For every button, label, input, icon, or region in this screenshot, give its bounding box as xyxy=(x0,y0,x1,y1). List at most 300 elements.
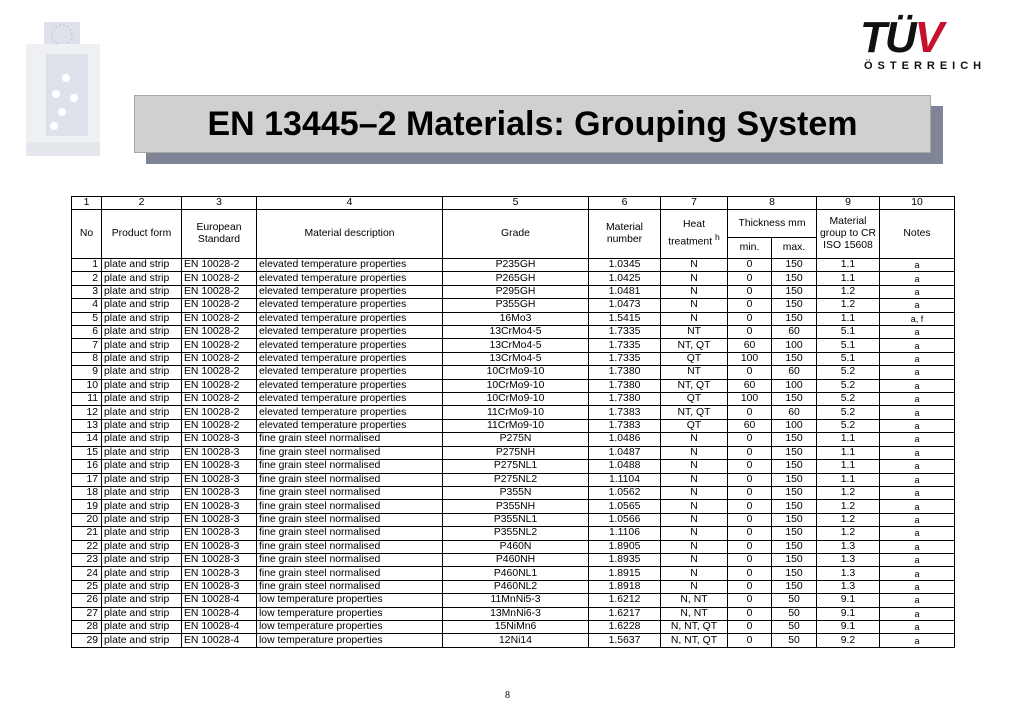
table-row xyxy=(72,513,955,526)
cell-thickness-min: 0 xyxy=(728,326,772,339)
cell-product-form: plate and strip xyxy=(102,607,182,620)
eu-emblem-icon xyxy=(26,18,100,156)
table-row xyxy=(72,607,955,620)
cell-material-number: 1.7335 xyxy=(589,339,661,352)
cell-thickness-max: 150 xyxy=(772,460,817,473)
cell-no: 23 xyxy=(72,553,102,566)
cell-product-form: plate and strip xyxy=(102,326,182,339)
cell-thickness-max: 150 xyxy=(772,486,817,499)
cell-no: 7 xyxy=(72,339,102,352)
cell-notes: a xyxy=(880,527,955,540)
logo-letter-v: V xyxy=(914,13,943,62)
cell-heat-treatment: N xyxy=(661,473,728,486)
cell-no: 20 xyxy=(72,513,102,526)
column-number: 9 xyxy=(817,197,880,210)
cell-material-number: 1.8915 xyxy=(589,567,661,580)
cell-grade: 10CrMo9-10 xyxy=(443,393,589,406)
cell-material-group: 1.3 xyxy=(817,580,880,593)
cell-material-number: 1.6212 xyxy=(589,594,661,607)
cell-no: 26 xyxy=(72,594,102,607)
cell-thickness-max: 150 xyxy=(772,272,817,285)
cell-product-form: plate and strip xyxy=(102,433,182,446)
cell-no: 2 xyxy=(72,272,102,285)
cell-notes: a xyxy=(880,419,955,432)
cell-material-group: 9.1 xyxy=(817,594,880,607)
cell-no: 9 xyxy=(72,366,102,379)
cell-thickness-min: 0 xyxy=(728,433,772,446)
cell-grade: P275NH xyxy=(443,446,589,459)
cell-heat-treatment: N xyxy=(661,500,728,513)
cell-heat-treatment: NT xyxy=(661,326,728,339)
cell-notes: a xyxy=(880,460,955,473)
cell-no: 6 xyxy=(72,326,102,339)
cell-no: 24 xyxy=(72,567,102,580)
cell-grade: P235GH xyxy=(443,259,589,272)
cell-material-number: 1.0473 xyxy=(589,299,661,312)
logo-subtitle: ÖSTERREICH xyxy=(864,60,987,72)
cell-european-standard: EN 10028-3 xyxy=(182,433,257,446)
cell-material-number: 1.5415 xyxy=(589,312,661,325)
cell-grade: 10CrMo9-10 xyxy=(443,379,589,392)
cell-product-form: plate and strip xyxy=(102,486,182,499)
cell-grade: P265GH xyxy=(443,272,589,285)
cell-material-number: 1.6217 xyxy=(589,607,661,620)
header-material-group: Material group to CR ISO 15608 xyxy=(817,210,880,259)
cell-thickness-min: 100 xyxy=(728,393,772,406)
grouping-table xyxy=(71,196,955,648)
cell-notes: a xyxy=(880,473,955,486)
cell-no: 18 xyxy=(72,486,102,499)
page-title: EN 13445–2 Materials: Grouping System xyxy=(207,104,858,143)
cell-no: 5 xyxy=(72,312,102,325)
cell-notes: a xyxy=(880,433,955,446)
cell-product-form: plate and strip xyxy=(102,299,182,312)
cell-thickness-max: 50 xyxy=(772,634,817,648)
cell-notes: a, f xyxy=(880,312,955,325)
cell-grade: 15NiMn6 xyxy=(443,620,589,633)
cell-thickness-max: 150 xyxy=(772,500,817,513)
table-row xyxy=(72,393,955,406)
table-row xyxy=(72,272,955,285)
cell-thickness-min: 0 xyxy=(728,527,772,540)
cell-material-number: 1.7335 xyxy=(589,326,661,339)
cell-material-group: 5.2 xyxy=(817,366,880,379)
cell-notes: a xyxy=(880,513,955,526)
cell-grade: P295GH xyxy=(443,285,589,298)
column-number: 3 xyxy=(182,197,257,210)
cell-material-number: 1.7380 xyxy=(589,366,661,379)
cell-material-description: fine grain steel normalised xyxy=(257,580,443,593)
tuv-logo xyxy=(856,13,987,76)
cell-grade: P460NH xyxy=(443,553,589,566)
cell-european-standard: EN 10028-2 xyxy=(182,366,257,379)
cell-notes: a xyxy=(880,634,955,648)
cell-heat-treatment: N xyxy=(661,312,728,325)
table-row xyxy=(72,299,955,312)
cell-no: 17 xyxy=(72,473,102,486)
cell-european-standard: EN 10028-3 xyxy=(182,580,257,593)
cell-grade: P460N xyxy=(443,540,589,553)
cell-european-standard: EN 10028-2 xyxy=(182,285,257,298)
cell-european-standard: EN 10028-3 xyxy=(182,460,257,473)
cell-no: 1 xyxy=(72,259,102,272)
cell-thickness-min: 60 xyxy=(728,419,772,432)
cell-grade: 12Ni14 xyxy=(443,634,589,648)
cell-material-description: low temperature properties xyxy=(257,634,443,648)
column-number: 1 xyxy=(72,197,102,210)
header-heat-treatment xyxy=(661,210,728,259)
table-row xyxy=(72,473,955,486)
cell-material-number: 1.0565 xyxy=(589,500,661,513)
cell-notes: a xyxy=(880,580,955,593)
cell-grade: 13CrMo4-5 xyxy=(443,339,589,352)
cell-product-form: plate and strip xyxy=(102,540,182,553)
cell-product-form: plate and strip xyxy=(102,594,182,607)
cell-material-number: 1.8918 xyxy=(589,580,661,593)
table-row xyxy=(72,486,955,499)
cell-thickness-min: 0 xyxy=(728,299,772,312)
header-european-standard: European Standard xyxy=(182,210,257,259)
cell-heat-treatment: N xyxy=(661,272,728,285)
cell-european-standard: EN 10028-3 xyxy=(182,527,257,540)
cell-no: 25 xyxy=(72,580,102,593)
cell-thickness-max: 150 xyxy=(772,513,817,526)
cell-grade: 10CrMo9-10 xyxy=(443,366,589,379)
cell-notes: a xyxy=(880,352,955,365)
cell-grade: P355GH xyxy=(443,299,589,312)
cell-thickness-max: 100 xyxy=(772,339,817,352)
cell-no: 14 xyxy=(72,433,102,446)
cell-thickness-min: 0 xyxy=(728,513,772,526)
title-banner xyxy=(134,95,931,153)
cell-material-number: 1.0345 xyxy=(589,259,661,272)
cell-thickness-max: 150 xyxy=(772,553,817,566)
cell-material-group: 9.1 xyxy=(817,620,880,633)
header-heat-treatment-label: Heat treatment xyxy=(668,219,713,248)
cell-european-standard: EN 10028-2 xyxy=(182,406,257,419)
cell-notes: a xyxy=(880,366,955,379)
column-number: 2 xyxy=(102,197,182,210)
cell-heat-treatment: NT, QT xyxy=(661,406,728,419)
cell-european-standard: EN 10028-2 xyxy=(182,299,257,312)
table-row xyxy=(72,460,955,473)
cell-material-group: 1.2 xyxy=(817,513,880,526)
cell-european-standard: EN 10028-2 xyxy=(182,419,257,432)
cell-grade: P275NL1 xyxy=(443,460,589,473)
table-row xyxy=(72,259,955,272)
cell-material-group: 5.2 xyxy=(817,406,880,419)
cell-product-form: plate and strip xyxy=(102,446,182,459)
header-material-number: Material number xyxy=(589,210,661,259)
cell-product-form: plate and strip xyxy=(102,634,182,648)
column-number: 10 xyxy=(880,197,955,210)
cell-thickness-max: 50 xyxy=(772,607,817,620)
cell-material-number: 1.7380 xyxy=(589,379,661,392)
cell-notes: a xyxy=(880,540,955,553)
cell-thickness-max: 150 xyxy=(772,580,817,593)
table-row xyxy=(72,580,955,593)
cell-notes: a xyxy=(880,379,955,392)
table-row xyxy=(72,634,955,648)
cell-european-standard: EN 10028-3 xyxy=(182,553,257,566)
cell-notes: a xyxy=(880,326,955,339)
cell-thickness-min: 0 xyxy=(728,500,772,513)
cell-heat-treatment: NT, QT xyxy=(661,339,728,352)
cell-thickness-min: 0 xyxy=(728,446,772,459)
cell-material-group: 1.2 xyxy=(817,486,880,499)
cell-notes: a xyxy=(880,446,955,459)
cell-material-number: 1.0488 xyxy=(589,460,661,473)
cell-thickness-max: 150 xyxy=(772,433,817,446)
column-number: 7 xyxy=(661,197,728,210)
cell-no: 11 xyxy=(72,393,102,406)
cell-material-number: 1.0566 xyxy=(589,513,661,526)
column-number: 8 xyxy=(728,197,817,210)
cell-material-number: 1.7383 xyxy=(589,406,661,419)
cell-material-description: elevated temperature properties xyxy=(257,352,443,365)
cell-notes: a xyxy=(880,299,955,312)
cell-heat-treatment: QT xyxy=(661,352,728,365)
cell-european-standard: EN 10028-4 xyxy=(182,607,257,620)
cell-material-description: elevated temperature properties xyxy=(257,272,443,285)
cell-notes: a xyxy=(880,500,955,513)
cell-material-group: 1.1 xyxy=(817,259,880,272)
cell-european-standard: EN 10028-3 xyxy=(182,473,257,486)
cell-grade: P355N xyxy=(443,486,589,499)
cell-notes: a xyxy=(880,486,955,499)
cell-heat-treatment: NT xyxy=(661,366,728,379)
cell-material-description: elevated temperature properties xyxy=(257,419,443,432)
cell-grade: 13CrMo4-5 xyxy=(443,326,589,339)
cell-material-group: 5.1 xyxy=(817,339,880,352)
tuv-logo-mark xyxy=(860,14,942,62)
cell-material-group: 5.1 xyxy=(817,352,880,365)
cell-thickness-min: 0 xyxy=(728,312,772,325)
cell-material-description: elevated temperature properties xyxy=(257,366,443,379)
cell-material-number: 1.0425 xyxy=(589,272,661,285)
cell-notes: a xyxy=(880,406,955,419)
cell-material-number: 1.8935 xyxy=(589,553,661,566)
cell-material-group: 1.1 xyxy=(817,446,880,459)
table-row xyxy=(72,339,955,352)
cell-product-form: plate and strip xyxy=(102,366,182,379)
cell-thickness-min: 0 xyxy=(728,259,772,272)
cell-thickness-max: 150 xyxy=(772,540,817,553)
cell-heat-treatment: NT, QT xyxy=(661,379,728,392)
cell-european-standard: EN 10028-2 xyxy=(182,312,257,325)
column-number-row xyxy=(72,197,955,210)
cell-no: 8 xyxy=(72,352,102,365)
cell-notes: a xyxy=(880,393,955,406)
cell-material-group: 9.2 xyxy=(817,634,880,648)
table-row xyxy=(72,620,955,633)
cell-material-description: elevated temperature properties xyxy=(257,406,443,419)
cell-thickness-min: 0 xyxy=(728,460,772,473)
cell-product-form: plate and strip xyxy=(102,339,182,352)
cell-thickness-min: 0 xyxy=(728,553,772,566)
cell-no: 15 xyxy=(72,446,102,459)
cell-material-group: 9.1 xyxy=(817,607,880,620)
grouping-table-container xyxy=(71,196,954,648)
cell-material-number: 1.7380 xyxy=(589,393,661,406)
cell-material-group: 1.2 xyxy=(817,299,880,312)
cell-no: 28 xyxy=(72,620,102,633)
cell-material-group: 5.1 xyxy=(817,326,880,339)
cell-material-description: elevated temperature properties xyxy=(257,299,443,312)
cell-material-group: 5.2 xyxy=(817,379,880,392)
cell-material-group: 1.3 xyxy=(817,540,880,553)
cell-grade: 13MnNi6-3 xyxy=(443,607,589,620)
cell-material-group: 5.2 xyxy=(817,419,880,432)
cell-material-description: fine grain steel normalised xyxy=(257,486,443,499)
cell-grade: P275N xyxy=(443,433,589,446)
cell-material-number: 1.8905 xyxy=(589,540,661,553)
cell-heat-treatment: QT xyxy=(661,393,728,406)
cell-material-description: fine grain steel normalised xyxy=(257,553,443,566)
page-number: 8 xyxy=(505,690,510,701)
cell-notes: a xyxy=(880,567,955,580)
cell-thickness-max: 150 xyxy=(772,473,817,486)
cell-material-group: 1.2 xyxy=(817,285,880,298)
cell-material-group: 1.1 xyxy=(817,473,880,486)
cell-material-number: 1.0562 xyxy=(589,486,661,499)
cell-material-description: fine grain steel normalised xyxy=(257,527,443,540)
cell-european-standard: EN 10028-3 xyxy=(182,500,257,513)
cell-heat-treatment: N xyxy=(661,513,728,526)
cell-no: 22 xyxy=(72,540,102,553)
cell-material-group: 1.3 xyxy=(817,567,880,580)
cell-product-form: plate and strip xyxy=(102,272,182,285)
cell-grade: P355NL2 xyxy=(443,527,589,540)
table-row xyxy=(72,540,955,553)
cell-thickness-max: 150 xyxy=(772,446,817,459)
cell-notes: a xyxy=(880,259,955,272)
cell-heat-treatment: N xyxy=(661,540,728,553)
table-row xyxy=(72,312,955,325)
cell-grade: P460NL2 xyxy=(443,580,589,593)
cell-material-number: 1.5637 xyxy=(589,634,661,648)
cell-no: 3 xyxy=(72,285,102,298)
cell-heat-treatment: N, NT, QT xyxy=(661,634,728,648)
cell-no: 27 xyxy=(72,607,102,620)
cell-material-number: 1.0486 xyxy=(589,433,661,446)
cell-material-description: fine grain steel normalised xyxy=(257,500,443,513)
cell-european-standard: EN 10028-2 xyxy=(182,259,257,272)
cell-thickness-max: 50 xyxy=(772,594,817,607)
header-product-form: Product form xyxy=(102,210,182,259)
logo-letter-u: Ü xyxy=(884,13,915,62)
cell-thickness-min: 0 xyxy=(728,272,772,285)
cell-material-group: 1.1 xyxy=(817,312,880,325)
cell-product-form: plate and strip xyxy=(102,406,182,419)
cell-material-group: 5.2 xyxy=(817,393,880,406)
cell-thickness-max: 60 xyxy=(772,406,817,419)
cell-european-standard: EN 10028-4 xyxy=(182,620,257,633)
cell-material-group: 1.2 xyxy=(817,500,880,513)
cell-product-form: plate and strip xyxy=(102,500,182,513)
cell-notes: a xyxy=(880,285,955,298)
cell-material-number: 1.6228 xyxy=(589,620,661,633)
cell-grade: 11CrMo9-10 xyxy=(443,419,589,432)
cell-heat-treatment: N, NT xyxy=(661,607,728,620)
header-thickness: Thickness mm xyxy=(728,210,817,238)
cell-thickness-max: 150 xyxy=(772,312,817,325)
table-row xyxy=(72,352,955,365)
cell-material-group: 1.2 xyxy=(817,527,880,540)
cell-material-description: elevated temperature properties xyxy=(257,259,443,272)
cell-heat-treatment: N xyxy=(661,460,728,473)
cell-european-standard: EN 10028-4 xyxy=(182,594,257,607)
cell-product-form: plate and strip xyxy=(102,352,182,365)
cell-material-description: fine grain steel normalised xyxy=(257,540,443,553)
table-body xyxy=(72,259,955,648)
cell-heat-treatment: N xyxy=(661,486,728,499)
cell-european-standard: EN 10028-3 xyxy=(182,486,257,499)
cell-heat-treatment: N xyxy=(661,285,728,298)
cell-material-number: 1.1106 xyxy=(589,527,661,540)
cell-material-description: low temperature properties xyxy=(257,594,443,607)
cell-no: 13 xyxy=(72,419,102,432)
cell-material-group: 1.3 xyxy=(817,553,880,566)
header-grade: Grade xyxy=(443,210,589,259)
cell-product-form: plate and strip xyxy=(102,393,182,406)
cell-product-form: plate and strip xyxy=(102,473,182,486)
cell-heat-treatment: N xyxy=(661,553,728,566)
cell-material-description: elevated temperature properties xyxy=(257,326,443,339)
cell-product-form: plate and strip xyxy=(102,379,182,392)
cell-heat-treatment: N, NT xyxy=(661,594,728,607)
cell-european-standard: EN 10028-3 xyxy=(182,446,257,459)
cell-thickness-max: 150 xyxy=(772,567,817,580)
cell-no: 4 xyxy=(72,299,102,312)
cell-no: 12 xyxy=(72,406,102,419)
cell-thickness-max: 100 xyxy=(772,379,817,392)
cell-product-form: plate and strip xyxy=(102,312,182,325)
cell-european-standard: EN 10028-3 xyxy=(182,567,257,580)
cell-material-description: low temperature properties xyxy=(257,620,443,633)
table-row xyxy=(72,406,955,419)
table-row xyxy=(72,285,955,298)
cell-thickness-min: 0 xyxy=(728,580,772,593)
cell-material-description: fine grain steel normalised xyxy=(257,473,443,486)
cell-product-form: plate and strip xyxy=(102,580,182,593)
header-no: No xyxy=(72,210,102,259)
header-material-description: Material description xyxy=(257,210,443,259)
cell-thickness-min: 0 xyxy=(728,594,772,607)
cell-no: 10 xyxy=(72,379,102,392)
cell-european-standard: EN 10028-3 xyxy=(182,513,257,526)
cell-grade: 11MnNi5-3 xyxy=(443,594,589,607)
cell-thickness-min: 0 xyxy=(728,285,772,298)
cell-notes: a xyxy=(880,272,955,285)
cell-thickness-min: 0 xyxy=(728,366,772,379)
cell-material-description: elevated temperature properties xyxy=(257,339,443,352)
cell-material-group: 1.1 xyxy=(817,433,880,446)
cell-european-standard: EN 10028-2 xyxy=(182,326,257,339)
cell-thickness-max: 150 xyxy=(772,299,817,312)
cell-heat-treatment: N xyxy=(661,433,728,446)
table-row xyxy=(72,446,955,459)
cell-no: 29 xyxy=(72,634,102,648)
header-notes: Notes xyxy=(880,210,955,259)
cell-thickness-max: 150 xyxy=(772,285,817,298)
logo-letter-t: T xyxy=(860,13,885,62)
cell-product-form: plate and strip xyxy=(102,513,182,526)
cell-european-standard: EN 10028-2 xyxy=(182,339,257,352)
cell-european-standard: EN 10028-4 xyxy=(182,634,257,648)
cell-grade: P355NH xyxy=(443,500,589,513)
column-number: 4 xyxy=(257,197,443,210)
